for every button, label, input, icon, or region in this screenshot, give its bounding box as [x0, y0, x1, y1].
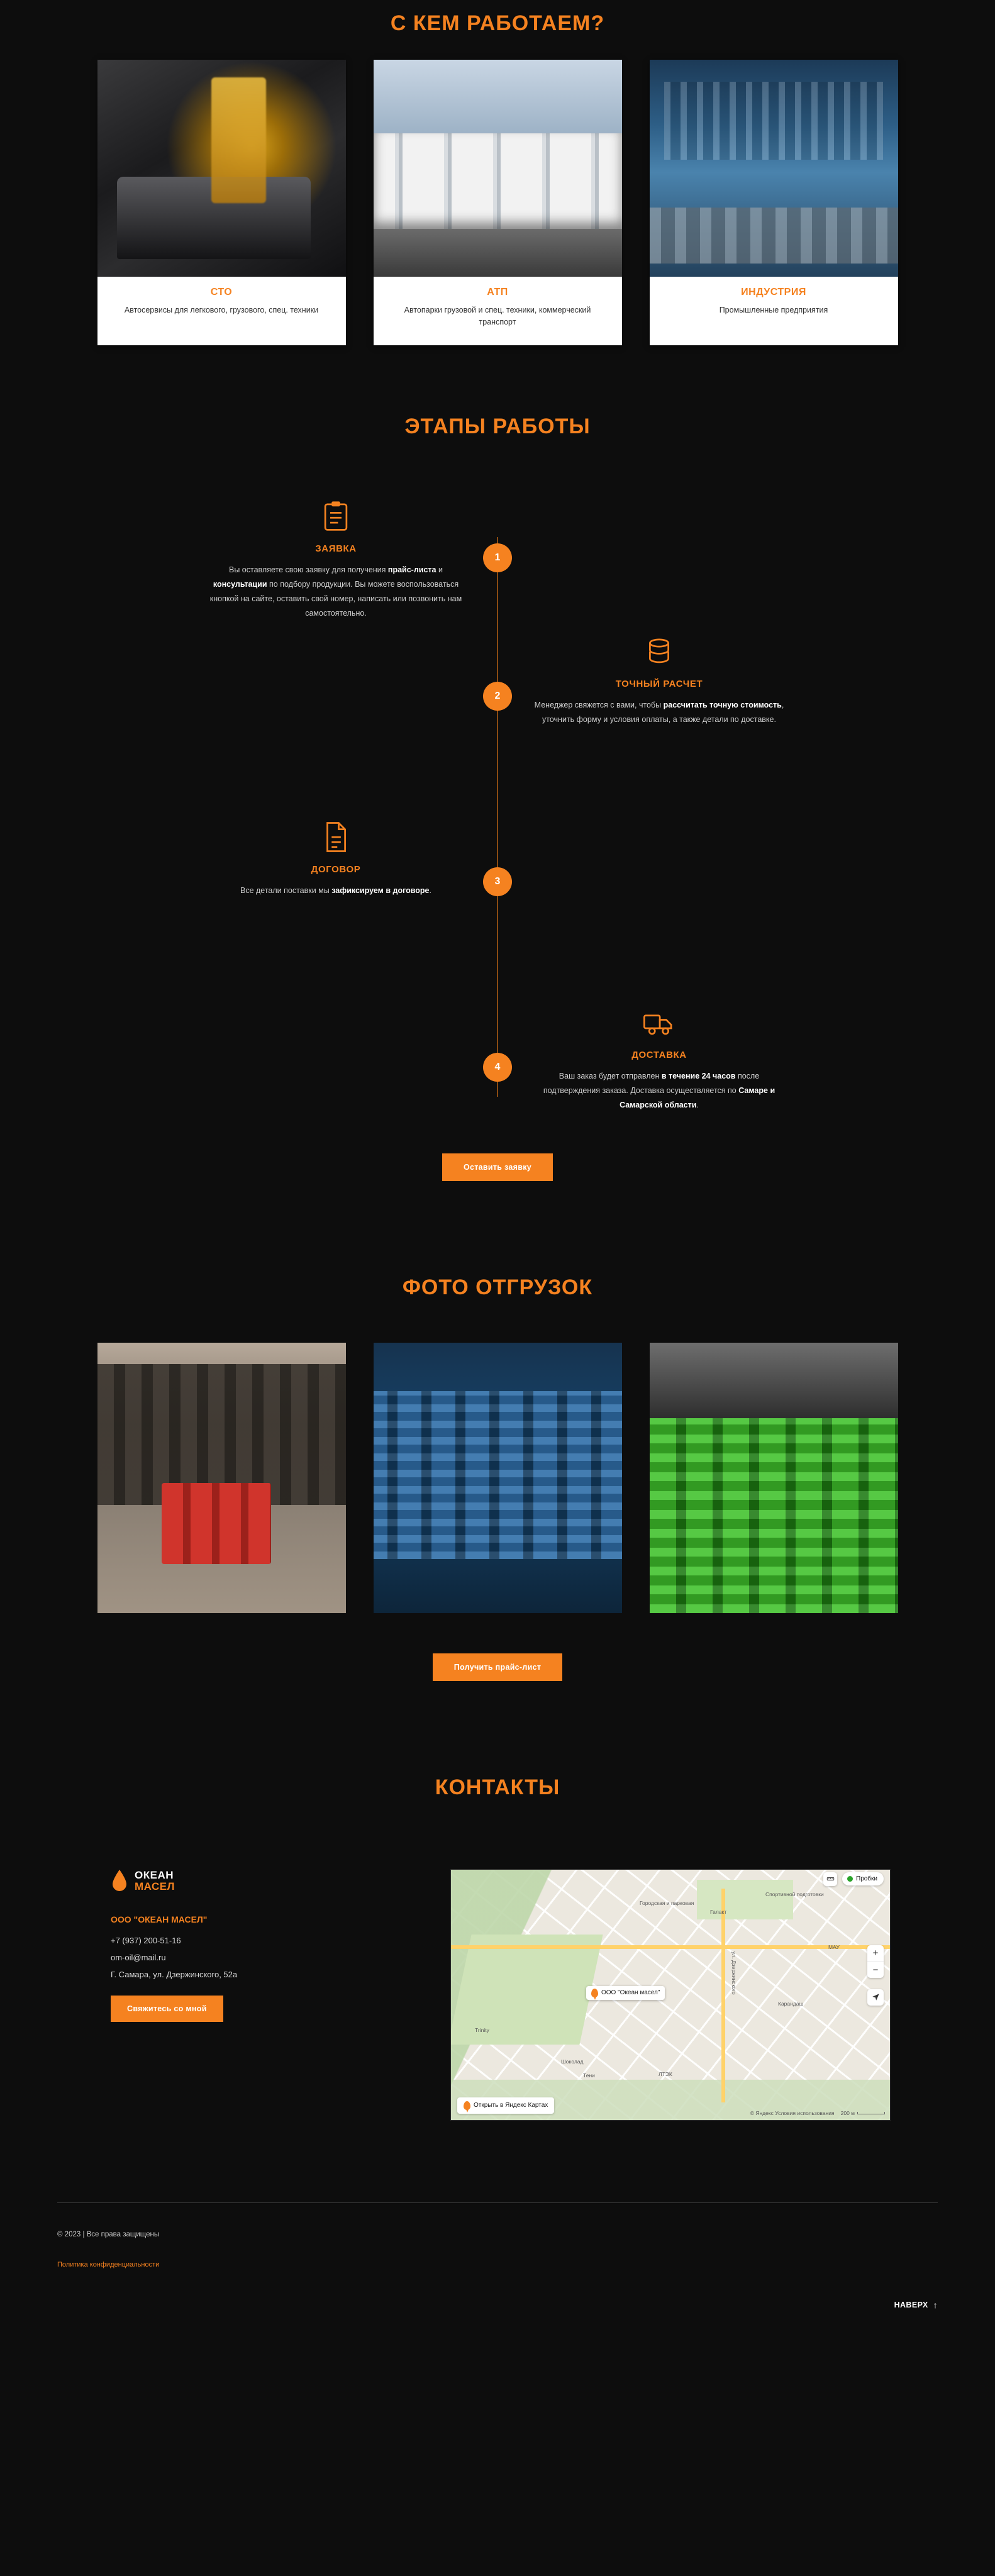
client-card-industry[interactable] [650, 60, 898, 345]
map-credits [750, 2110, 885, 2116]
client-card-title: ИНДУСТРИЯ [741, 287, 806, 297]
map-label: ул. Дзержинского [731, 1951, 737, 1995]
logo-line-1: ОКЕАН [135, 1868, 174, 1881]
contacts-cta-wrap [111, 1996, 337, 2022]
company-name: ООО "ОКЕАН МАСЕЛ" [111, 1914, 208, 1924]
email-address[interactable]: om-oil@mail.ru [111, 1952, 166, 1962]
postal-address: Г. Самара, ул. Дзержинского, 52а [111, 1969, 238, 1979]
map-scale [841, 2110, 885, 2116]
map-balloon-label: ООО "Океан масел" [601, 1989, 660, 1997]
map-label: Тени [583, 2072, 595, 2079]
footer-left [57, 2231, 159, 2268]
map-road-vertical [721, 1889, 725, 2102]
stages-timeline [209, 499, 784, 1147]
stage-item-raschet [530, 635, 788, 727]
map-label: Спортивной подготовки [765, 1890, 824, 1897]
privacy-policy-link[interactable]: Политика конфиденциальности [57, 2260, 160, 2268]
leave-request-button[interactable]: Оставить заявку [442, 1153, 553, 1181]
footer-divider [57, 2202, 938, 2203]
clients-section [0, 0, 995, 345]
client-card-description: Промышленные предприятия [719, 306, 828, 314]
logo-line-2: МАСЕЛ [135, 1880, 175, 1892]
map-pin-icon [591, 1989, 598, 1997]
scroll-to-top-button[interactable] [894, 2300, 938, 2310]
stages-title: ЭТАПЫ РАБОТЫ [404, 414, 591, 438]
map-label: Шоколад [561, 2058, 584, 2065]
clipboard-icon [319, 499, 353, 533]
photos-title: ФОТО ОТГРУЗОК [402, 1275, 593, 1299]
client-card-sto[interactable] [97, 60, 346, 345]
map-company-marker[interactable] [586, 1986, 665, 2000]
blue-barrels-stack-photo[interactable] [374, 1343, 622, 1613]
client-card-body [650, 277, 898, 333]
map-zoom-out-button[interactable]: − [867, 1962, 884, 1978]
timeline-node-3: 3 [483, 867, 512, 896]
map-label: Trinity [475, 2026, 489, 2033]
timeline-node-2: 2 [483, 682, 512, 711]
client-card-title: СТО [210, 287, 233, 297]
traffic-label: Пробки [856, 1875, 877, 1883]
map-ruler-button[interactable] [823, 1872, 837, 1886]
client-card-description: Автосервисы для легкового, грузового, спец. техники [124, 306, 319, 314]
barrel-icon [642, 635, 676, 669]
map-geolocation-button[interactable] [867, 1989, 884, 2006]
stage-text: Ваш заказ будет отправлен в течение 24 часов после подтверждения заказа. Доставка осуществляется по Самаре и Самарской области. [543, 1071, 775, 1109]
stages-cta-wrap [0, 1153, 995, 1181]
stage-item-dostavka [530, 1006, 788, 1113]
photos-cta-wrap [0, 1653, 995, 1681]
photos-section [0, 1181, 995, 1681]
map-copyright: © Яндекс Условия использования [750, 2109, 835, 2116]
map-scale-label: 200 м [840, 2109, 855, 2116]
client-card-description: Автопарки грузовой и спец. техники, коммерческий транспорт [404, 306, 591, 327]
clients-title: С КЕМ РАБОТАЕМ? [390, 11, 605, 35]
phone-number[interactable]: +7 (937) 200-51-16 [111, 1935, 181, 1945]
contacts-title: КОНТАКТЫ [435, 1775, 560, 1799]
map-label: ЛТЭК [659, 2070, 672, 2077]
photo-gallery [0, 1343, 995, 1613]
oil-drop-icon [111, 1869, 128, 1893]
red-barrels-photo[interactable] [97, 1343, 346, 1613]
open-in-yandex-maps-link[interactable] [457, 2097, 554, 2114]
map-label: МАУ [828, 1943, 840, 1950]
stage-title: ДОСТАВКА [631, 1049, 687, 1060]
contacts-row [0, 1869, 995, 2121]
scroll-to-top-label: НАВЕРХ [894, 2300, 928, 2309]
oil-pouring-engine-photo [97, 60, 346, 277]
client-card-body [97, 277, 346, 333]
map-road-horizontal [451, 1945, 890, 1949]
yandex-map[interactable] [450, 1869, 891, 2121]
open-map-label: Открыть в Яндекс Картах [474, 2102, 548, 2109]
timeline-node-4: 4 [483, 1053, 512, 1082]
contacts-info [104, 1869, 337, 2022]
map-zoom-controls[interactable] [867, 1945, 884, 1978]
stage-title: ТОЧНЫЙ РАСЧЕТ [615, 678, 703, 689]
map-pin-icon [464, 2101, 470, 2110]
truck-fleet-photo [374, 60, 622, 277]
map-traffic-toggle[interactable] [842, 1872, 884, 1885]
copyright-text: © 2023 | Все права защищены [57, 2230, 160, 2238]
truck-icon [642, 1006, 676, 1040]
client-card-atp[interactable] [374, 60, 622, 345]
stage-title: ЗАЯВКА [315, 543, 357, 554]
map-label: Карандаш [778, 2000, 804, 2007]
client-card-body [374, 277, 622, 345]
map-zoom-in-button[interactable]: + [872, 1947, 879, 1958]
stages-section [0, 345, 995, 1181]
map-top-controls [451, 1870, 890, 1889]
site-logo[interactable] [111, 1869, 337, 1893]
contact-me-button[interactable]: Свяжитесь со мной [111, 1996, 223, 2022]
stage-item-dogovor [207, 820, 465, 898]
footer-row [57, 2231, 938, 2310]
map-label: Галакт [710, 1908, 727, 1915]
stage-text: Вы оставляете свою заявку для получения прайс-листа и консультации по подбору продукции. Вы можете воспользоваться кнопкой на сайте, оставить свой номер, написать или позвонить нам самостоятельно. [209, 565, 462, 618]
client-card-title: АТП [487, 287, 508, 297]
get-pricelist-button[interactable]: Получить прайс-лист [433, 1653, 563, 1681]
stage-item-zayavka [207, 499, 465, 621]
traffic-status-dot [847, 1876, 853, 1882]
timeline-node-1: 1 [483, 543, 512, 572]
map-scale-bar [857, 2112, 885, 2114]
contacts-section [0, 1681, 995, 2121]
map-park-area-left [450, 1935, 603, 2045]
document-icon [319, 820, 353, 854]
map-label: Городская и парковая [640, 1899, 694, 1906]
arrow-up-icon: ↑ [933, 2299, 938, 2310]
green-barrels-photo[interactable] [650, 1343, 898, 1613]
timeline-line [497, 537, 498, 1097]
logo-text [135, 1870, 175, 1892]
clients-card-list [0, 60, 995, 345]
stage-text: Все детали поставки мы зафиксируем в договоре. [240, 886, 431, 895]
stage-text: Менеджер свяжется с вами, чтобы рассчитать точную стоимость, уточнить форму и условия оплаты, а также детали по доставке. [534, 700, 784, 724]
stage-title: ДОГОВОР [311, 863, 361, 875]
page-footer [0, 2202, 995, 2335]
industrial-plant-photo [650, 60, 898, 277]
